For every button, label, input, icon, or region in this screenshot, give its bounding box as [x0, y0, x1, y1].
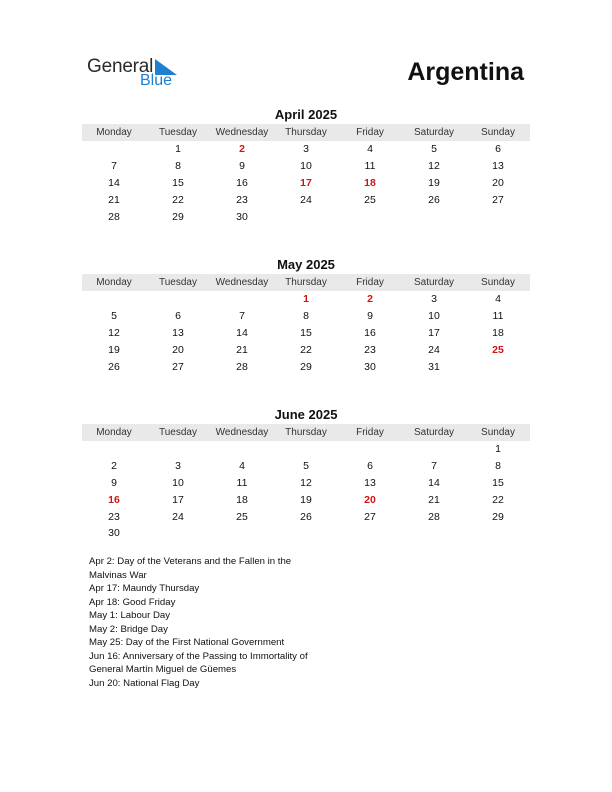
weekday-label: Sunday	[481, 127, 515, 138]
day-cell: 26	[300, 510, 312, 523]
day-cell: 9	[111, 476, 117, 489]
holiday-note: Jun 20: National Flag Day	[89, 677, 200, 689]
day-cell: 21	[428, 493, 440, 506]
day-cell: 12	[108, 326, 120, 339]
holiday-day-cell: 18	[364, 176, 376, 189]
day-cell: 4	[239, 460, 245, 473]
day-cell: 4	[367, 143, 373, 156]
day-cell: 17	[428, 326, 440, 339]
day-cell: 13	[492, 160, 504, 173]
holiday-day-cell: 2	[367, 293, 373, 306]
holiday-notes	[89, 555, 349, 690]
day-cell: 30	[108, 527, 120, 540]
holiday-day-cell: 16	[108, 493, 120, 506]
day-cell: 19	[428, 176, 440, 189]
day-cell: 16	[236, 176, 248, 189]
day-cell: 3	[431, 293, 437, 306]
day-cell: 23	[364, 343, 376, 356]
day-cell: 29	[300, 360, 312, 373]
weekday-label: Sunday	[481, 427, 515, 438]
day-cell: 11	[364, 160, 376, 173]
day-cell: 22	[492, 493, 504, 506]
day-cell: 12	[428, 160, 440, 173]
weekday-header	[82, 124, 530, 141]
month-may	[82, 256, 530, 375]
holiday-note: Apr 17: Maundy Thursday	[89, 583, 200, 594]
month-april	[82, 106, 530, 225]
holiday-note: May 1: Labour Day	[89, 610, 171, 621]
day-cell: 12	[300, 476, 312, 489]
brand-word-blue: Blue	[140, 72, 173, 89]
day-cell: 30	[236, 210, 248, 223]
weekday-label: Friday	[356, 277, 384, 288]
day-cell: 14	[236, 326, 248, 339]
week-row	[82, 325, 530, 342]
day-cell: 14	[428, 476, 440, 489]
day-cell: 5	[431, 143, 437, 156]
day-cell: 14	[108, 176, 120, 189]
brand-logo	[87, 56, 187, 92]
weekday-label: Tuesday	[159, 127, 197, 138]
day-cell: 13	[364, 476, 376, 489]
holiday-day-cell: 1	[303, 293, 309, 306]
weekday-label: Thursday	[285, 127, 327, 138]
day-cell: 9	[367, 310, 373, 323]
day-cell: 10	[428, 310, 440, 323]
holiday-day-cell: 17	[300, 176, 312, 189]
holiday-note: May 25: Day of the First National Government	[89, 637, 285, 648]
day-cell: 5	[303, 460, 309, 473]
weekday-header	[82, 274, 530, 291]
holiday-note: May 2: Bridge Day	[89, 623, 168, 635]
month-title: April 2025	[274, 107, 338, 122]
week-row	[82, 141, 530, 158]
holiday-note: General Martín Miguel de Güemes	[89, 664, 237, 675]
weekday-label: Saturday	[413, 277, 455, 288]
day-cell: 18	[492, 326, 504, 339]
weekday-label: Monday	[96, 277, 132, 288]
weekday-label: Tuesday	[159, 277, 197, 288]
day-cell: 19	[108, 343, 120, 356]
day-cell: 7	[239, 310, 245, 323]
week-row	[82, 525, 530, 542]
day-cell: 27	[364, 510, 376, 523]
day-cell: 8	[303, 310, 309, 323]
week-row	[82, 208, 530, 225]
holiday-day-cell: 2	[239, 143, 245, 156]
month-grid	[82, 141, 530, 225]
day-cell: 21	[236, 343, 248, 356]
day-cell: 28	[108, 210, 120, 223]
weekday-header	[82, 424, 530, 441]
week-row	[82, 191, 530, 208]
day-cell: 29	[492, 510, 504, 523]
day-cell: 1	[495, 443, 501, 456]
day-cell: 29	[172, 210, 184, 223]
month-title: May 2025	[277, 257, 335, 272]
weekday-label: Sunday	[481, 277, 515, 288]
day-cell: 15	[300, 326, 312, 339]
day-cell: 21	[108, 193, 120, 206]
day-cell: 7	[431, 460, 437, 473]
day-cell: 6	[367, 460, 373, 473]
day-cell: 19	[300, 493, 312, 506]
brand-word-general: General	[87, 56, 154, 77]
day-cell: 11	[236, 476, 248, 489]
day-cell: 2	[111, 460, 117, 473]
holiday-note: Apr 2: Day of the Veterans and the Fallen in the	[89, 556, 292, 567]
day-cell: 6	[175, 310, 181, 323]
day-cell: 15	[492, 476, 504, 489]
holiday-note: Apr 18: Good Friday	[89, 596, 176, 608]
week-row	[82, 308, 530, 325]
day-cell: 3	[175, 460, 181, 473]
day-cell: 25	[236, 510, 248, 523]
day-cell: 27	[172, 360, 184, 373]
day-cell: 16	[364, 326, 376, 339]
weekday-label: Wednesday	[215, 277, 269, 288]
weekday-label: Tuesday	[159, 427, 197, 438]
day-cell: 22	[300, 343, 312, 356]
week-row	[82, 291, 530, 308]
day-cell: 11	[492, 310, 504, 323]
week-row	[82, 158, 530, 175]
day-cell: 18	[236, 493, 248, 506]
day-cell: 28	[236, 360, 248, 373]
day-cell: 20	[172, 343, 184, 356]
month-grid	[82, 441, 530, 542]
day-cell: 17	[172, 493, 184, 506]
day-cell: 22	[172, 193, 184, 206]
week-row	[82, 358, 530, 375]
holiday-day-cell: 25	[492, 343, 504, 356]
day-cell: 28	[428, 510, 440, 523]
day-cell: 3	[303, 143, 309, 156]
holiday-note: Jun 16: Anniversary of the Passing to Immortality of	[89, 650, 308, 662]
day-cell: 24	[300, 193, 312, 206]
day-cell: 4	[495, 293, 501, 306]
weekday-label: Monday	[96, 427, 132, 438]
country-title: Argentina	[407, 58, 524, 86]
day-cell: 26	[428, 193, 440, 206]
day-cell: 9	[239, 160, 245, 173]
month-grid	[82, 291, 530, 375]
day-cell: 10	[300, 160, 312, 173]
week-row	[82, 491, 530, 508]
day-cell: 5	[111, 310, 117, 323]
day-cell: 20	[492, 176, 504, 189]
month-june	[82, 406, 530, 542]
weekday-label: Wednesday	[215, 427, 269, 438]
day-cell: 10	[172, 476, 184, 489]
day-cell: 30	[364, 360, 376, 373]
month-title: June 2025	[274, 407, 338, 422]
weekday-label: Saturday	[413, 427, 455, 438]
week-row	[82, 441, 530, 458]
holiday-note: Malvinas War	[89, 569, 147, 581]
holiday-day-cell: 20	[364, 493, 376, 506]
weekday-label: Saturday	[413, 127, 455, 138]
day-cell: 7	[111, 160, 117, 173]
day-cell: 25	[364, 193, 376, 206]
day-cell: 27	[492, 193, 504, 206]
day-cell: 1	[175, 143, 181, 156]
weekday-label: Monday	[96, 127, 132, 138]
day-cell: 31	[428, 360, 440, 373]
day-cell: 24	[428, 343, 440, 356]
week-row	[82, 458, 530, 475]
day-cell: 24	[172, 510, 184, 523]
week-row	[82, 475, 530, 492]
day-cell: 26	[108, 360, 120, 373]
week-row	[82, 175, 530, 192]
weekday-label: Wednesday	[215, 127, 269, 138]
week-row	[82, 341, 530, 358]
weekday-label: Thursday	[285, 427, 327, 438]
day-cell: 6	[495, 143, 501, 156]
day-cell: 23	[236, 193, 248, 206]
day-cell: 13	[172, 326, 184, 339]
week-row	[82, 508, 530, 525]
day-cell: 23	[108, 510, 120, 523]
weekday-label: Friday	[356, 127, 384, 138]
day-cell: 8	[495, 460, 501, 473]
day-cell: 8	[175, 160, 181, 173]
day-cell: 15	[172, 176, 184, 189]
weekday-label: Friday	[356, 427, 384, 438]
weekday-label: Thursday	[285, 277, 327, 288]
